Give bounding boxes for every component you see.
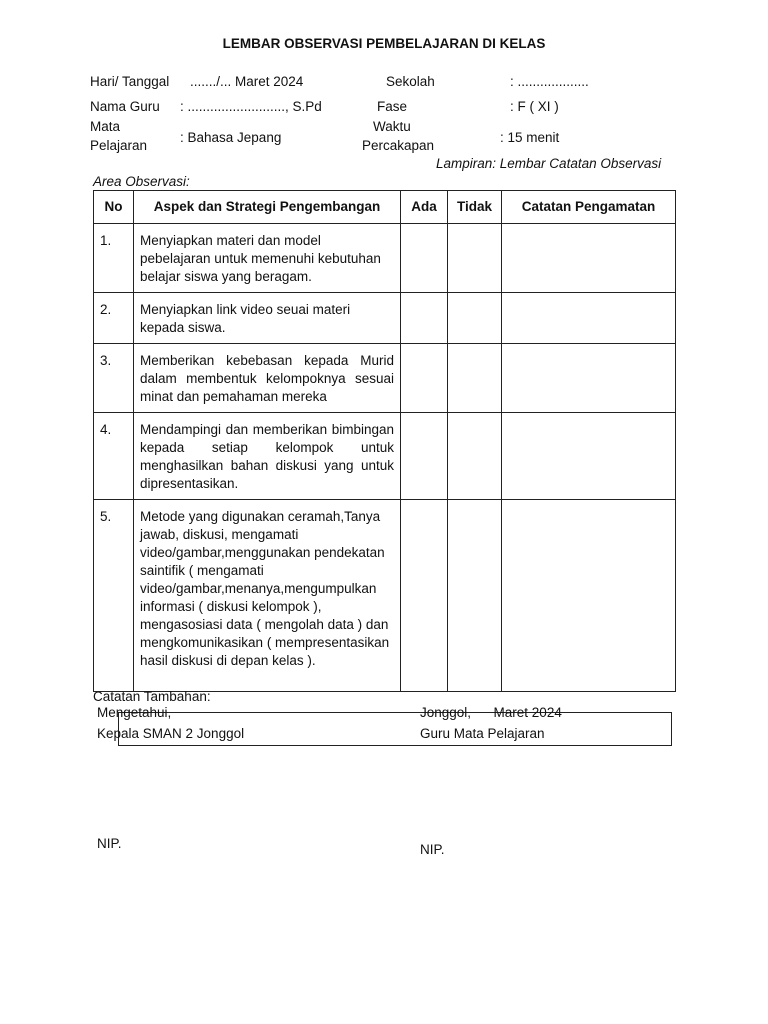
catatan-cell[interactable] (502, 293, 676, 344)
row-number: 2. (94, 293, 134, 344)
sekolah-label: Sekolah (386, 74, 435, 89)
catatan-cell[interactable] (502, 224, 676, 293)
mengetahui-label: Mengetahui, (97, 705, 172, 720)
fase-value: : F ( XI ) (510, 99, 559, 114)
header-ada: Ada (401, 191, 448, 224)
row-aspek: Memberikan kebebasan kepada Murid dalam membentuk kelompoknya sesuai minat dan pemahaman mereka (134, 344, 401, 413)
ada-cell[interactable] (401, 413, 448, 500)
table-header-row (94, 191, 676, 224)
table-row (94, 224, 676, 293)
catatan-cell[interactable] (502, 413, 676, 500)
tidak-cell[interactable] (448, 500, 502, 692)
mapel-value: : Bahasa Jepang (180, 130, 282, 145)
document-title: LEMBAR OBSERVASI PEMBELAJARAN DI KELAS (222, 36, 546, 51)
row-number: 4. (94, 413, 134, 500)
lampiran-note: Lampiran: Lembar Catatan Observasi (436, 156, 662, 171)
guru-mapel-label: Guru Mata Pelajaran (420, 726, 545, 741)
nama-guru-value: : .........................., S.Pd (180, 99, 322, 114)
header-aspek: Aspek dan Strategi Pengembangan (134, 191, 401, 224)
row-aspek: Metode yang digunakan ceramah,Tanya jawab, diskusi, mengamati video/gambar,menggunakan pendekatan saintifik ( mengamati video/gambar,menanya,mengumpulkan informasi ( diskusi kelompok ), mengasosiasi data ( mengolah data ) dan mengkomunikasikan ( mempresentasikan hasil diskusi di depan kelas ). (134, 500, 401, 692)
sekolah-value: : ................... (510, 74, 589, 89)
place-date: Jonggol, Maret 2024 (420, 705, 562, 720)
table-row (94, 344, 676, 413)
ada-cell[interactable] (401, 500, 448, 692)
row-number: 3. (94, 344, 134, 413)
fase-label: Fase (377, 99, 408, 114)
ada-cell[interactable] (401, 293, 448, 344)
kepala-sekolah-label: Kepala SMAN 2 Jonggol (97, 726, 245, 741)
nip-left: NIP. (97, 836, 122, 851)
tidak-cell[interactable] (448, 293, 502, 344)
row-number: 5. (94, 500, 134, 692)
waktu-value: : 15 menit (500, 130, 560, 145)
ada-cell[interactable] (401, 344, 448, 413)
waktu-label-line1: Waktu (373, 119, 411, 134)
area-observasi-label: Area Observasi: (93, 174, 190, 189)
tidak-cell[interactable] (448, 224, 502, 293)
waktu-label-line2: Percakapan (362, 138, 435, 153)
hari-tanggal-label: Hari/ Tanggal (90, 74, 170, 89)
table-row (94, 293, 676, 344)
table-row (94, 413, 676, 500)
nama-guru-label: Nama Guru (90, 99, 160, 114)
catatan-cell[interactable] (502, 344, 676, 413)
tidak-cell[interactable] (448, 344, 502, 413)
observation-table (93, 190, 676, 692)
row-aspek: Mendampingi dan memberikan bimbingan kepada setiap kelompok untuk menghasilkan bahan diskusi yang untuk dipresentasikan. (134, 413, 401, 500)
mapel-label-line2: Pelajaran (90, 138, 148, 153)
hari-tanggal-value: ......./... Maret 2024 (190, 74, 304, 89)
row-aspek: Menyiapkan link video seuai materi kepada siswa. (134, 293, 401, 344)
tidak-cell[interactable] (448, 413, 502, 500)
row-aspek: Menyiapkan materi dan model pebelajaran untuk memenuhi kebutuhan belajar siswa yang beragam. (134, 224, 401, 293)
table-row (94, 500, 676, 692)
header-catatan: Catatan Pengamatan (502, 191, 676, 224)
header-no: No (94, 191, 134, 224)
header-tidak: Tidak (448, 191, 502, 224)
mapel-label-line1: Mata (90, 119, 121, 134)
catatan-cell[interactable] (502, 500, 676, 692)
catatan-tambahan-label: Catatan Tambahan: (93, 689, 211, 704)
ada-cell[interactable] (401, 224, 448, 293)
row-number: 1. (94, 224, 134, 293)
nip-right: NIP. (420, 842, 445, 857)
